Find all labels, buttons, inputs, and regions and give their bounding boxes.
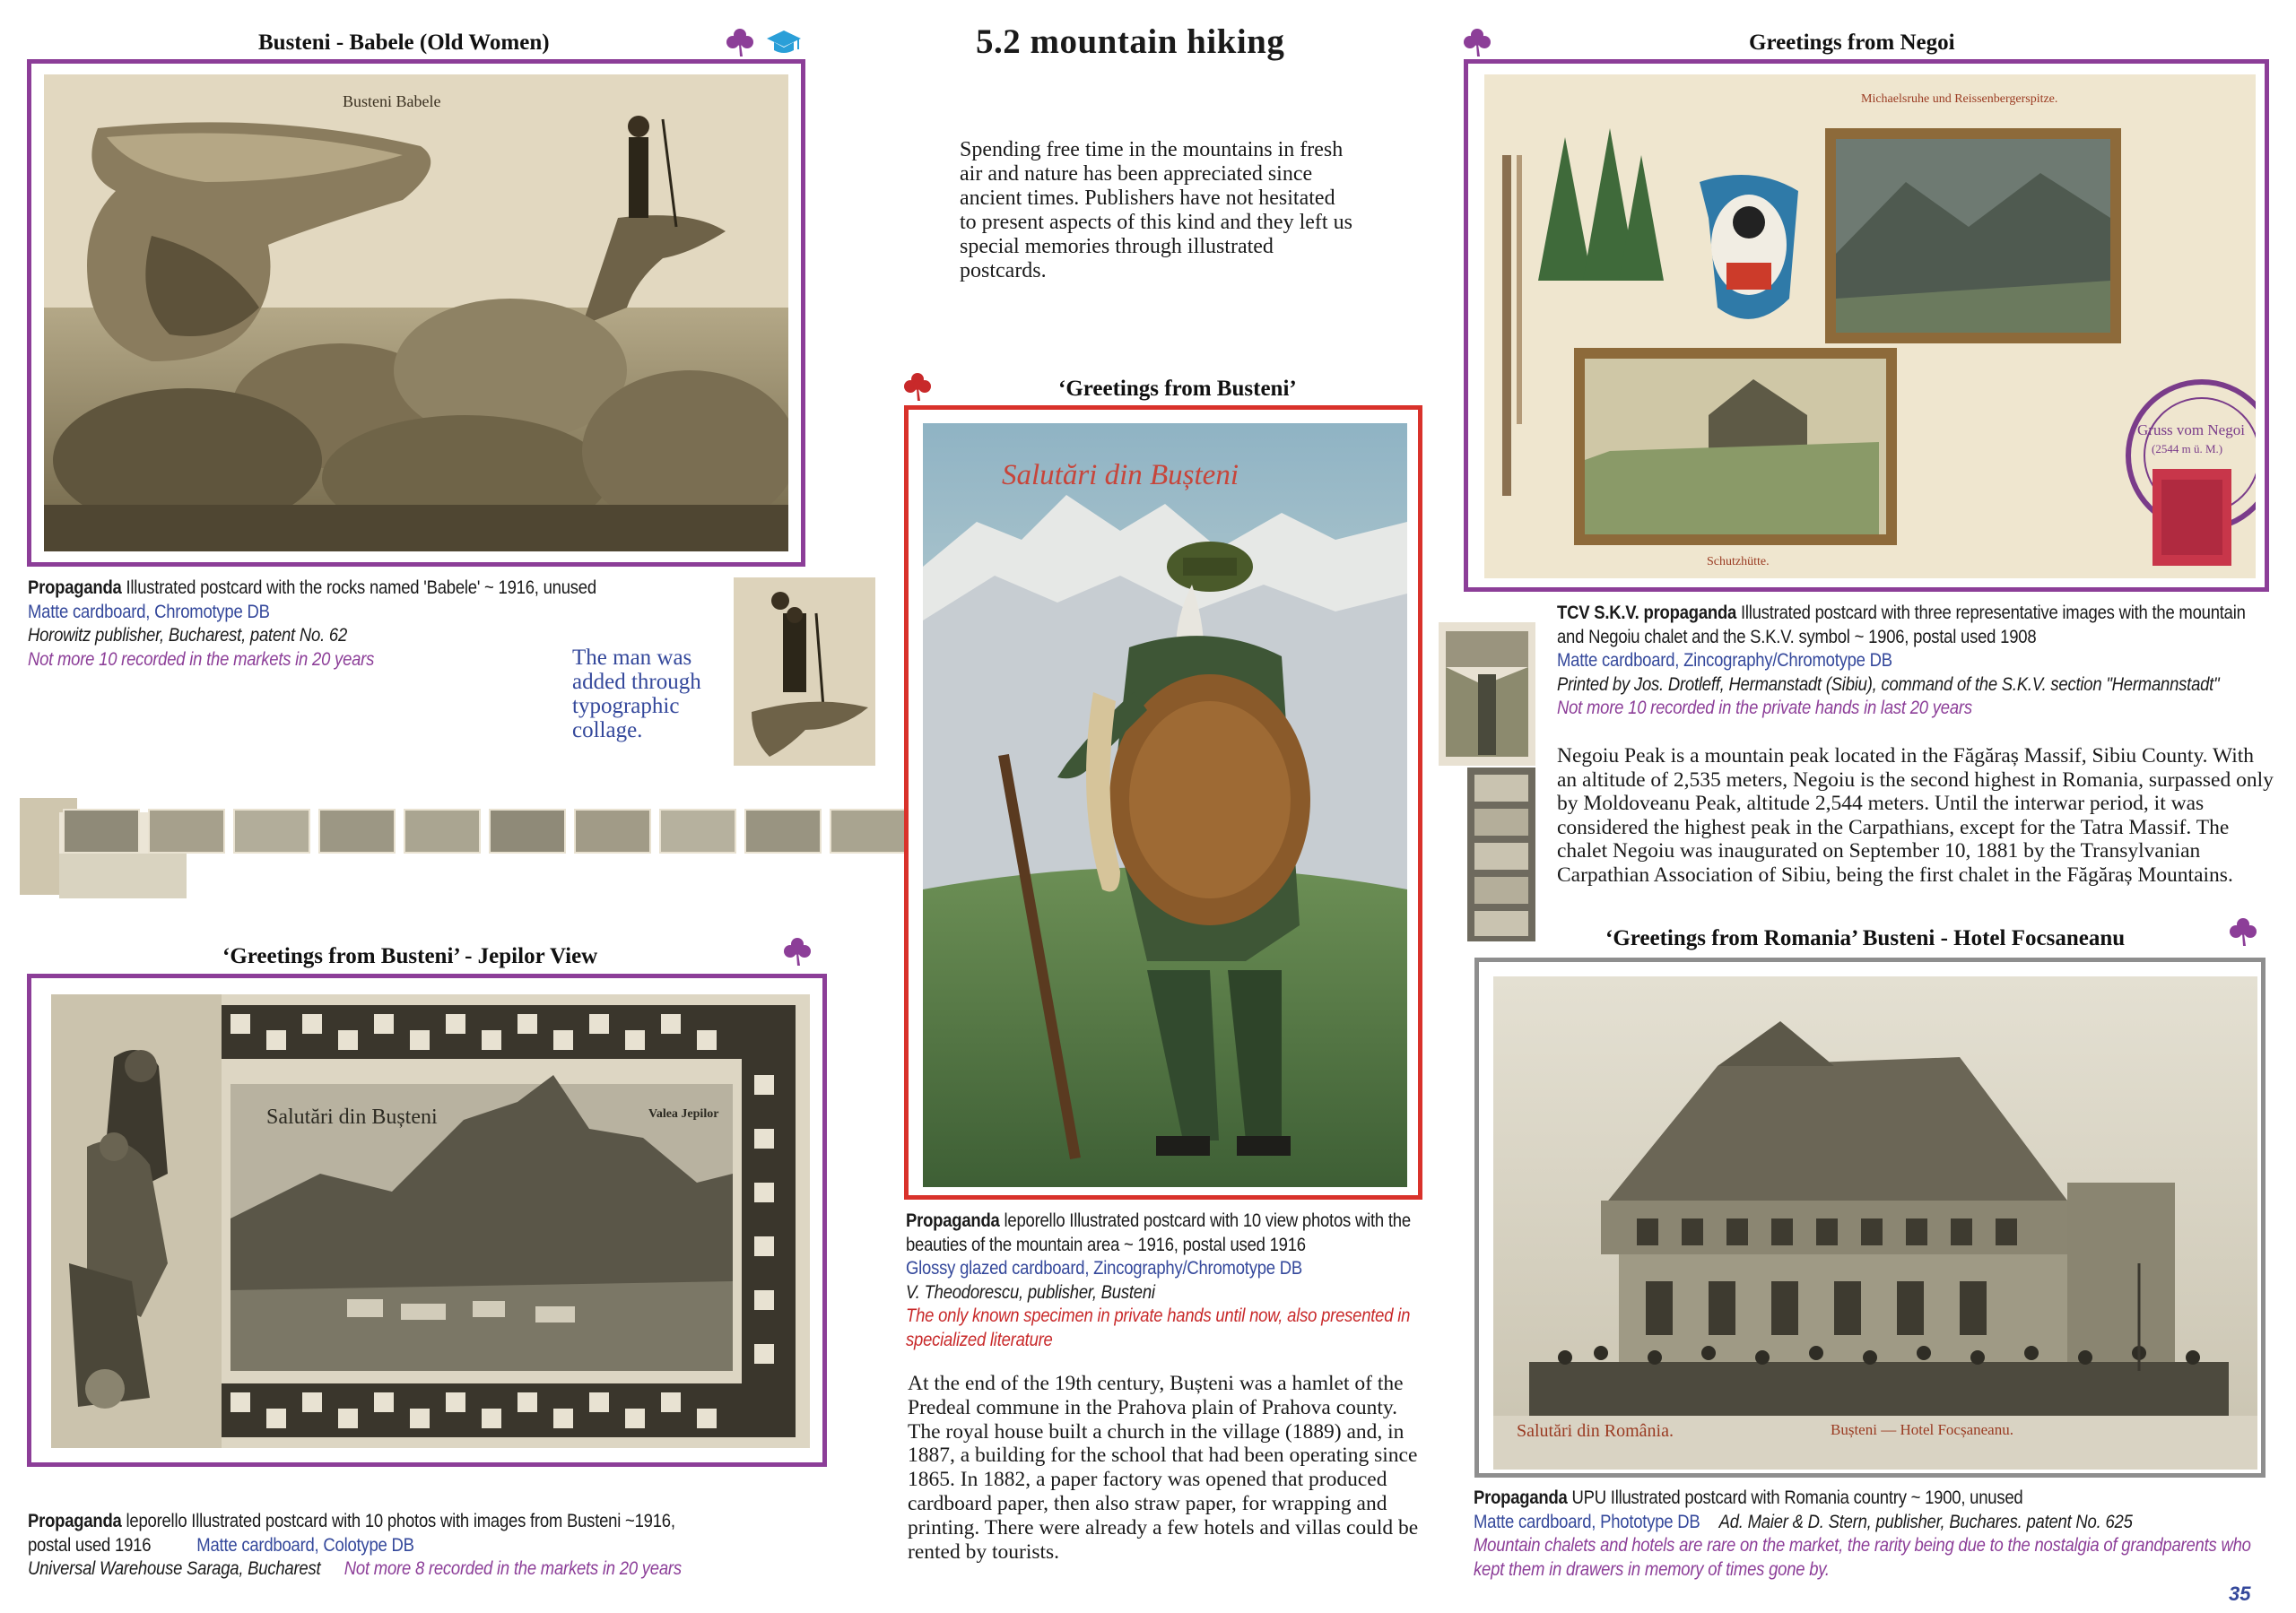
busteni-heading: ‘Greetings from Busteni’ — [1058, 377, 1297, 401]
babele-caption-line1: Propaganda Illustrated postcard with the rocks named 'Babele' ~ 1916, unused — [28, 577, 596, 598]
hotel-photo-label2: Bușteni — Hotel Focșaneanu. — [1831, 1421, 2013, 1438]
hotel-caption-line1: Propaganda UPU Illustrated postcard with Romania country ~ 1900, unused — [1474, 1487, 2023, 1508]
negoi-caption-material: Matte cardboard, Zincography/Chromotype DB — [1557, 650, 1892, 671]
negoi-history: Negoiu Peak is a mountain peak located in the Făgăraș Massif, Sibiu County. With an altitude of 2,535 meters, Negoiu is the second highest in Romania, surpassed only by Moldoveanu Peak, altitude 2,544 meters. Until the interwar period, it was considered the highest peak in the Carpathians, except for the Tatra Massif. The chalet Negoiu was inaugurated on September 10, 1881 by the Transylvanian Carpathian Association of Sibiu, being the first chalet in the Făgăraș Mountains. — [1557, 744, 2274, 887]
negoi-caption-printer: Printed by Jos. Drotleff, Hermanstadt (Sibiu), command of the S.K.V. section "Hermannstadt" — [1557, 673, 2220, 695]
jepilor-caption — [28, 1510, 840, 1582]
jepilor-photo-label2: Valea Jepilor — [648, 1107, 719, 1121]
busteni-caption-line1: Propaganda leporello Illustrated postcard with 10 view photos with the beauties of the mountain area ~ 1916, postal used 1916 — [906, 1210, 1411, 1255]
page-number: 35 — [2229, 1583, 2251, 1605]
jepilor-caption-line1: Propaganda leporello Illustrated postcard with 10 photos with images from Busteni ~1916, — [28, 1511, 675, 1531]
babele-postcard-photo — [44, 74, 788, 551]
babele-photo-label: Busteni Babele — [343, 92, 441, 110]
busteni-history: At the end of the 19th century, Bușteni was a hamlet of the Predeal commune in the Prahova plain of Prahova county. The royal house built a church in the village (1889) and, in 1887, a building for the school that had been operating since 1865. In 1882, a paper factory was opened that produced cardboard paper, then also straw paper, for wrapping and printing. There were already a few hotels and villas could be rented by tourists. — [908, 1372, 1419, 1564]
clover-icon — [902, 371, 933, 402]
negoi-photo-label: Michaelsruhe und Reissenbergerspitze. — [1861, 92, 2058, 106]
intro-paragraph: Spending free time in the mountains in fresh air and nature has been appreciated since ancient times. Publishers have not hesitated to present aspects of this kind and they left us special memories through illustrated postcards. — [960, 138, 1352, 282]
hotel-postcard-frame — [1474, 958, 2266, 1478]
hotel-postcard-photo — [1493, 976, 2257, 1470]
jepilor-caption-line2: postal used 1916 Matte cardboard, Colotype DB — [28, 1534, 414, 1556]
busteni-caption — [906, 1210, 1419, 1352]
clover-icon — [1462, 27, 1492, 57]
clover-icon — [782, 936, 813, 967]
busteni-photo-label: Salutări din Bușteni — [1002, 459, 1239, 491]
babele-detail-thumbnail — [734, 577, 875, 766]
hotel-photo-label: Salutări din România. — [1517, 1421, 1674, 1441]
hotel-caption — [1474, 1487, 2279, 1582]
busteni-caption-rarity: The only known specimen in private hands until now, also presented in specialized literature — [906, 1305, 1411, 1350]
jepilor-caption-line3: Universal Warehouse Saraga, Bucharest Not more 8 recorded in the markets in 20 years — [28, 1558, 682, 1579]
jepilor-postcard-photo — [51, 994, 810, 1448]
jepilor-photo-label: Salutări din Bușteni — [266, 1106, 438, 1129]
leporello-strip — [18, 794, 900, 902]
busteni-caption-material: Glossy glazed cardboard, Zincography/Chromotype DB — [906, 1258, 1302, 1279]
negoi-caption-rarity: Not more 10 recorded in the private hands in last 20 years — [1557, 698, 1972, 718]
negoi-heading: Greetings from Negoi — [1749, 30, 1955, 55]
negoi-detail-thumbnail — [1439, 622, 1535, 766]
babele-caption-publisher: Horowitz publisher, Bucharest, patent No. 62 — [28, 625, 348, 646]
busteni-postcard-frame — [904, 405, 1422, 1200]
negoi-leporello-strip — [1467, 767, 1535, 941]
babele-caption-material: Matte cardboard, Chromotype DB — [28, 601, 270, 622]
hotel-caption-line2: Matte cardboard, Phototype DB Ad. Maier & D. Stern, publisher, Buchares. patent No. 625 — [1474, 1511, 2133, 1532]
hotel-caption-rarity: Mountain chalets and hotels are rare on the market, the rarity being due to the nostalgia of grandparents who kept them in drawers in memory of times gone by. — [1474, 1535, 2251, 1580]
negoi-photo-label4: (2544 m ü. M.) — [2152, 442, 2223, 455]
busteni-caption-publisher: V. Theodorescu, publisher, Busteni — [906, 1281, 1155, 1303]
babele-caption — [28, 577, 659, 672]
page-title: 5.2 mountain hiking — [976, 22, 1285, 61]
clover-icon — [725, 27, 755, 57]
graduation-cap-icon — [766, 27, 802, 57]
jepilor-postcard-frame — [27, 974, 827, 1467]
babele-postcard-frame — [27, 59, 805, 567]
jepilor-heading: ‘Greetings from Busteni’ - Jepilor View — [222, 944, 598, 968]
negoi-caption-line1: TCV S.K.V. propaganda Illustrated postcard with three representative images with the mountain and Negoiu chalet and the S.K.V. symbol ~ 1906, postal used 1908 — [1557, 603, 2246, 647]
negoi-photo-label3: Gruss vom Negoi — [2137, 421, 2245, 438]
babele-caption-rarity: Not more 10 recorded in the markets in 20 years — [28, 648, 375, 670]
hotel-heading: ‘Greetings from Romania’ Busteni - Hotel Focsaneanu — [1605, 926, 2126, 950]
babele-side-note: The man was added through typographic collage. — [572, 646, 701, 742]
negoi-postcard-photo — [1484, 74, 2256, 578]
negoi-photo-label2: Schutzhütte. — [1707, 555, 1770, 568]
clover-icon — [2228, 916, 2258, 947]
babele-heading: Busteni - Babele (Old Women) — [258, 30, 550, 55]
negoi-postcard-frame — [1464, 59, 2269, 592]
busteni-postcard-photo — [923, 423, 1407, 1187]
negoi-caption — [1557, 602, 2267, 721]
